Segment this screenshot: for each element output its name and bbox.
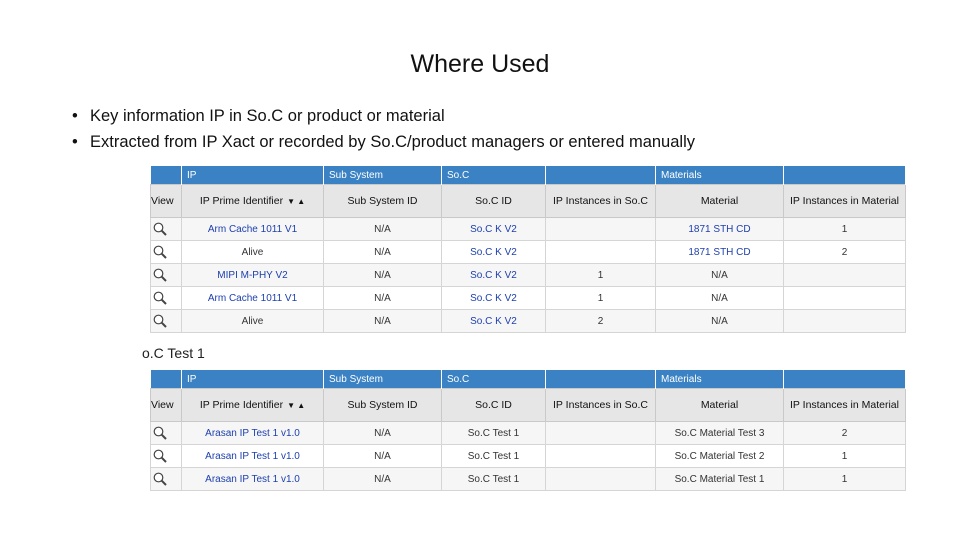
bullet-text: Extracted from IP Xact or recorded by So.C/product managers or entered manually <box>90 133 695 151</box>
material-link[interactable]: 1871 STH CD <box>656 218 784 241</box>
magnifier-icon[interactable] <box>152 290 168 306</box>
caption-text: o.C Test 1 <box>142 345 205 361</box>
magnifier-icon[interactable] <box>152 244 168 260</box>
bullet-list <box>72 105 695 157</box>
bullet-item <box>72 105 695 127</box>
material-cell: N/A <box>656 310 784 333</box>
column-header-label: IP Prime Identifier <box>199 399 284 411</box>
material-cell: N/A <box>656 264 784 287</box>
group-header-subsystem: Sub System <box>324 370 442 389</box>
bullet-item <box>72 131 695 153</box>
bullet-dot: • <box>72 107 78 125</box>
ip-instances-material-cell: 1 <box>784 468 906 491</box>
material-cell: So.C Material Test 3 <box>656 422 784 445</box>
column-header-material[interactable]: Material <box>656 389 784 422</box>
soc-cell: So.C Test 1 <box>442 422 546 445</box>
ip-instances-soc-cell <box>546 445 656 468</box>
group-header-blank <box>546 370 656 389</box>
group-header-row <box>151 166 906 185</box>
magnifier-icon[interactable] <box>152 471 168 487</box>
column-header-ip-instances-soc[interactable]: IP Instances in So.C <box>546 389 656 422</box>
column-header-label: IP Prime Identifier <box>199 195 284 207</box>
where-used-table-screenshot-1 <box>150 169 905 330</box>
slide-title: Where Used <box>410 50 550 78</box>
subsystem-cell: N/A <box>324 264 442 287</box>
ip-instances-material-cell: 2 <box>784 241 906 264</box>
group-header-ip: IP <box>182 370 324 389</box>
table-row <box>151 218 906 241</box>
group-header-blank <box>784 370 906 389</box>
where-used-table-screenshot-2 <box>142 336 905 490</box>
ip-instances-soc-cell: 1 <box>546 264 656 287</box>
subsystem-cell: N/A <box>324 287 442 310</box>
bullet-text: Key information IP in So.C or product or material <box>90 107 445 125</box>
soc-link[interactable]: So.C K V2 <box>442 310 546 333</box>
table-row <box>151 468 906 491</box>
view-cell[interactable] <box>151 218 182 241</box>
view-cell[interactable] <box>151 445 182 468</box>
ip-instances-soc-cell <box>546 468 656 491</box>
column-header-ip-prime-identifier[interactable] <box>182 389 324 422</box>
subsystem-cell: N/A <box>324 468 442 491</box>
table-caption <box>142 336 905 370</box>
ip-instances-soc-cell <box>546 422 656 445</box>
column-header-row <box>151 185 906 218</box>
table-row <box>151 310 906 333</box>
material-cell: So.C Material Test 1 <box>656 468 784 491</box>
material-cell: So.C Material Test 2 <box>656 445 784 468</box>
column-header-ip-instances-material[interactable]: IP Instances in Material <box>784 185 906 218</box>
material-cell: N/A <box>656 287 784 310</box>
subsystem-cell: N/A <box>324 445 442 468</box>
soc-cell: So.C Test 1 <box>442 468 546 491</box>
table-row <box>151 264 906 287</box>
ip-instances-material-cell <box>784 310 906 333</box>
ip-cell: Alive <box>182 241 324 264</box>
ip-link[interactable]: Arasan IP Test 1 v1.0 <box>182 468 324 491</box>
group-header-row <box>151 370 906 389</box>
ip-instances-material-cell <box>784 264 906 287</box>
column-header-view[interactable]: View <box>151 185 182 218</box>
view-cell[interactable] <box>151 468 182 491</box>
group-header-soc: So.C <box>442 166 546 185</box>
group-header-spacer <box>151 166 182 185</box>
ip-instances-material-cell <box>784 287 906 310</box>
column-header-ip-prime-identifier[interactable] <box>182 185 324 218</box>
ip-instances-soc-cell <box>546 218 656 241</box>
view-cell[interactable] <box>151 310 182 333</box>
view-cell[interactable] <box>151 241 182 264</box>
view-cell[interactable] <box>151 287 182 310</box>
subsystem-cell: N/A <box>324 218 442 241</box>
subsystem-cell: N/A <box>324 422 442 445</box>
ip-instances-soc-cell: 1 <box>546 287 656 310</box>
group-header-materials: Materials <box>656 166 784 185</box>
view-cell[interactable] <box>151 422 182 445</box>
sort-icon[interactable]: ▼ ▲ <box>287 401 306 410</box>
ip-instances-soc-cell <box>546 241 656 264</box>
ip-link[interactable]: Arm Cache 1011 V1 <box>182 287 324 310</box>
soc-link[interactable]: So.C K V2 <box>442 218 546 241</box>
column-header-soc-id[interactable]: So.C ID <box>442 389 546 422</box>
ip-cell: Alive <box>182 310 324 333</box>
table-row <box>151 445 906 468</box>
column-header-view[interactable]: View <box>151 389 182 422</box>
magnifier-icon[interactable] <box>152 313 168 329</box>
ip-instances-material-cell: 1 <box>784 445 906 468</box>
group-header-blank <box>784 166 906 185</box>
where-used-table <box>150 370 906 491</box>
magnifier-icon[interactable] <box>152 221 168 237</box>
magnifier-icon[interactable] <box>152 267 168 283</box>
column-header-ip-instances-material[interactable]: IP Instances in Material <box>784 389 906 422</box>
ip-instances-material-cell: 2 <box>784 422 906 445</box>
where-used-table <box>150 166 906 333</box>
table-row <box>151 287 906 310</box>
group-header-subsystem: Sub System <box>324 166 442 185</box>
bullet-dot: • <box>72 133 78 151</box>
group-header-soc: So.C <box>442 370 546 389</box>
subsystem-cell: N/A <box>324 241 442 264</box>
ip-link[interactable]: MIPI M-PHY V2 <box>182 264 324 287</box>
magnifier-icon[interactable] <box>152 448 168 464</box>
soc-cell: So.C Test 1 <box>442 445 546 468</box>
group-header-blank <box>546 166 656 185</box>
group-header-materials: Materials <box>656 370 784 389</box>
group-header-ip: IP <box>182 166 324 185</box>
ip-instances-soc-cell: 2 <box>546 310 656 333</box>
material-link[interactable]: 1871 STH CD <box>656 241 784 264</box>
column-header-subsystem-id[interactable]: Sub System ID <box>324 185 442 218</box>
column-header-ip-instances-soc[interactable]: IP Instances in So.C <box>546 185 656 218</box>
group-header-spacer <box>151 370 182 389</box>
column-header-soc-id[interactable]: So.C ID <box>442 185 546 218</box>
column-header-row <box>151 389 906 422</box>
subsystem-cell: N/A <box>324 310 442 333</box>
table-row <box>151 422 906 445</box>
sort-icon[interactable]: ▼ ▲ <box>287 197 306 206</box>
column-header-subsystem-id[interactable]: Sub System ID <box>324 389 442 422</box>
ip-instances-material-cell: 1 <box>784 218 906 241</box>
soc-link[interactable]: So.C K V2 <box>442 264 546 287</box>
table-row <box>151 241 906 264</box>
ip-link[interactable]: Arasan IP Test 1 v1.0 <box>182 422 324 445</box>
soc-link[interactable]: So.C K V2 <box>442 241 546 264</box>
soc-link[interactable]: So.C K V2 <box>442 287 546 310</box>
column-header-material[interactable]: Material <box>656 185 784 218</box>
view-cell[interactable] <box>151 264 182 287</box>
magnifier-icon[interactable] <box>152 425 168 441</box>
ip-link[interactable]: Arasan IP Test 1 v1.0 <box>182 445 324 468</box>
ip-link[interactable]: Arm Cache 1011 V1 <box>182 218 324 241</box>
